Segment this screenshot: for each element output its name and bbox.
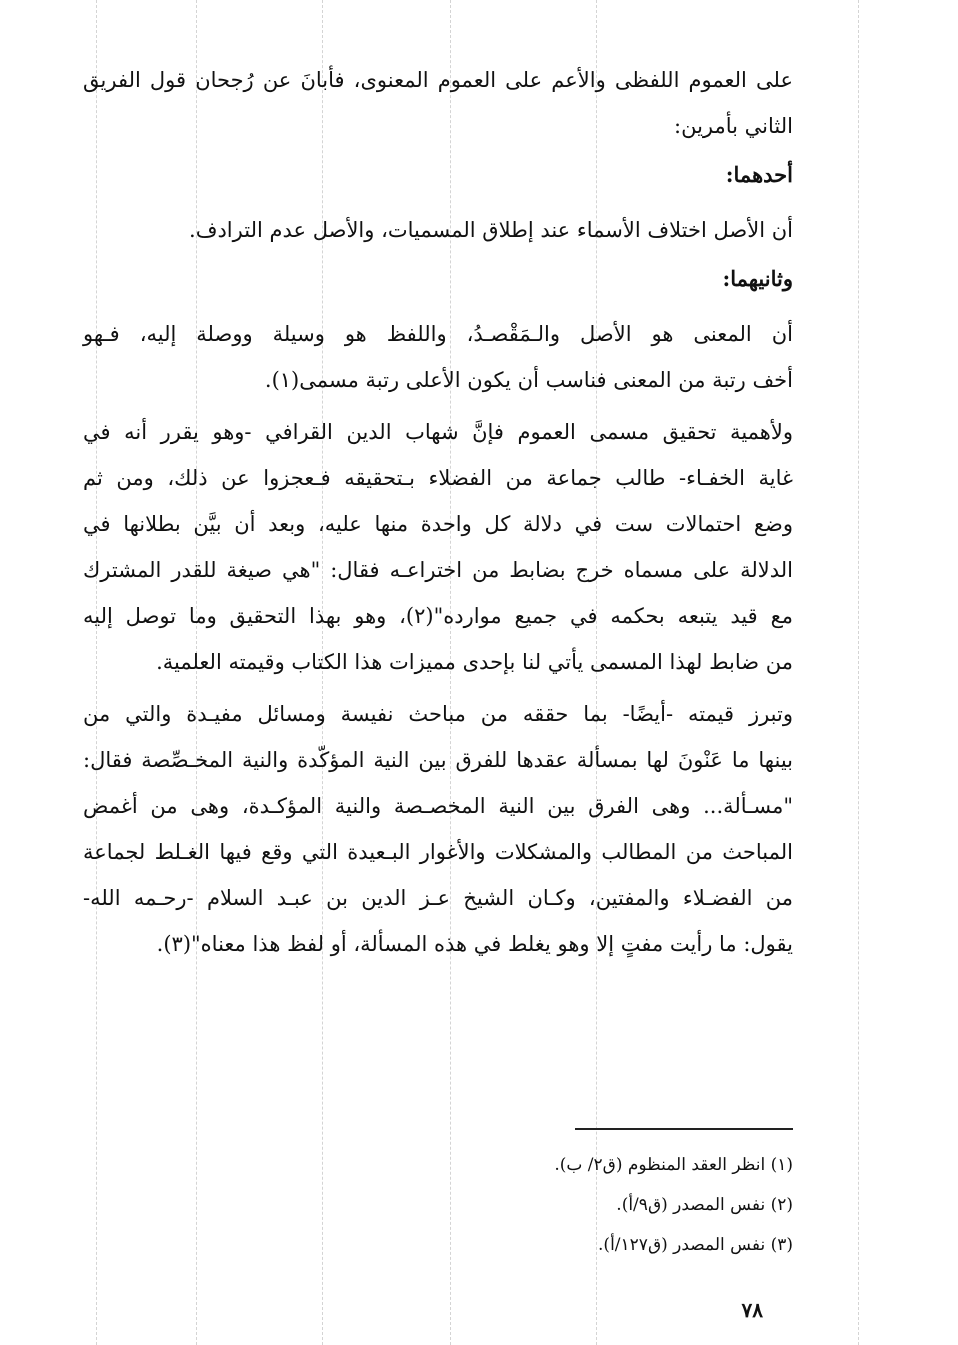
paragraph-5 — [83, 692, 793, 968]
paragraph-4 — [83, 410, 793, 686]
text-line: الثاني بأمرين: — [674, 114, 793, 138]
text-line: "مسـألة... وهى الفرق بين النية المخصـصة والنية المؤكـدة، وهى من أغمض — [83, 794, 793, 818]
text-line: ولأهمية تحقيق مسمى العموم فإنَّ شهاب الدين القرافي -وهو يقرر أنه في — [83, 420, 793, 444]
text-line: أن الأصل اختلاف الأسماء عند إطلاق المسميات، والأصل عدم الترادف. — [189, 218, 793, 242]
text-line: أن المعنى هو الأصل والـمَقْصـدُ، واللفظ هو وسيلة ووصلة إليه، فـهو — [83, 322, 793, 346]
scan-guide-line — [858, 0, 859, 1345]
text-line: وضع احتمالات ست في دلالة كل واحدة منها عليه، وبعد أن بيَّن بطلانها في — [83, 512, 793, 536]
text-line: غاية الخفـاء- طالب جماعة من الفضلاء بـتحقيقه فـعجزوا عن ذلك، ومن ثم — [83, 466, 793, 490]
text-line: أخف رتبة من المعنى فناسب أن يكون الأعلى رتبة مسمى(١). — [264, 368, 793, 392]
text-line: من الفضـلاء والمفتين، وكـان الشيخ عـز الدين بن عبـد السلام -رحـمه الله- — [83, 886, 793, 910]
text-line: وتبرز قيمته -أيضًا- بما حققه من مباحث نفيسة ومسائل مفيـدة والتي من — [83, 702, 793, 726]
page-number: ٧٨ — [741, 1298, 763, 1322]
text-line: الدلالة على مسماه خرج بضابط من اختراعـه فقال: "هي صيغة للقدر المشترك — [83, 558, 793, 582]
footnote-3: (٣) نفس المصدر (ق١٢٧/أ). — [598, 1235, 793, 1255]
footnote-2: (٢) نفس المصدر (ق٩/أ). — [616, 1195, 793, 1215]
text-line: بينها ما عَنْونَ لها بمسألة عقدها للفرق بين النية المؤكّدة والنية المخـصِّصة فقال: — [83, 748, 793, 772]
paragraph-2 — [83, 208, 793, 254]
text-line: مع قيد يتبعه بحكمه في جميع موارده"(٢)، وهو بهذا التحقيق وما توصل إليه — [83, 604, 793, 628]
paragraph-1 — [83, 58, 793, 150]
text-line: يقول: ما رأيت مفتٍ إلا وهو يغلط في هذه المسألة، أو لفظ هذا معناه"(٣). — [156, 932, 793, 956]
heading-first: أحدهما: — [725, 162, 793, 187]
page-body — [83, 58, 793, 968]
text-line: المباحث من المطالب والمشكلات والأغوار البـعيدة التي وقع فيها الغـلط لجماعة — [83, 840, 793, 864]
paragraph-3 — [83, 312, 793, 404]
footnotes — [393, 1150, 793, 1270]
footnote-separator — [575, 1128, 793, 1130]
text-line: على العموم اللفظى والأعم على العموم المعنوى، فأبانَ عن رُجحان قول الفريق — [83, 68, 793, 92]
heading-second: وثانيهما: — [722, 266, 793, 291]
footnote-1: (١) انظر العقد المنظوم (ق٢/ ب). — [554, 1155, 793, 1175]
text-line: من ضابط لهذا المسمى يأتي لنا بإحدى مميزات هذا الكتاب وقيمته العلمية. — [156, 650, 793, 674]
